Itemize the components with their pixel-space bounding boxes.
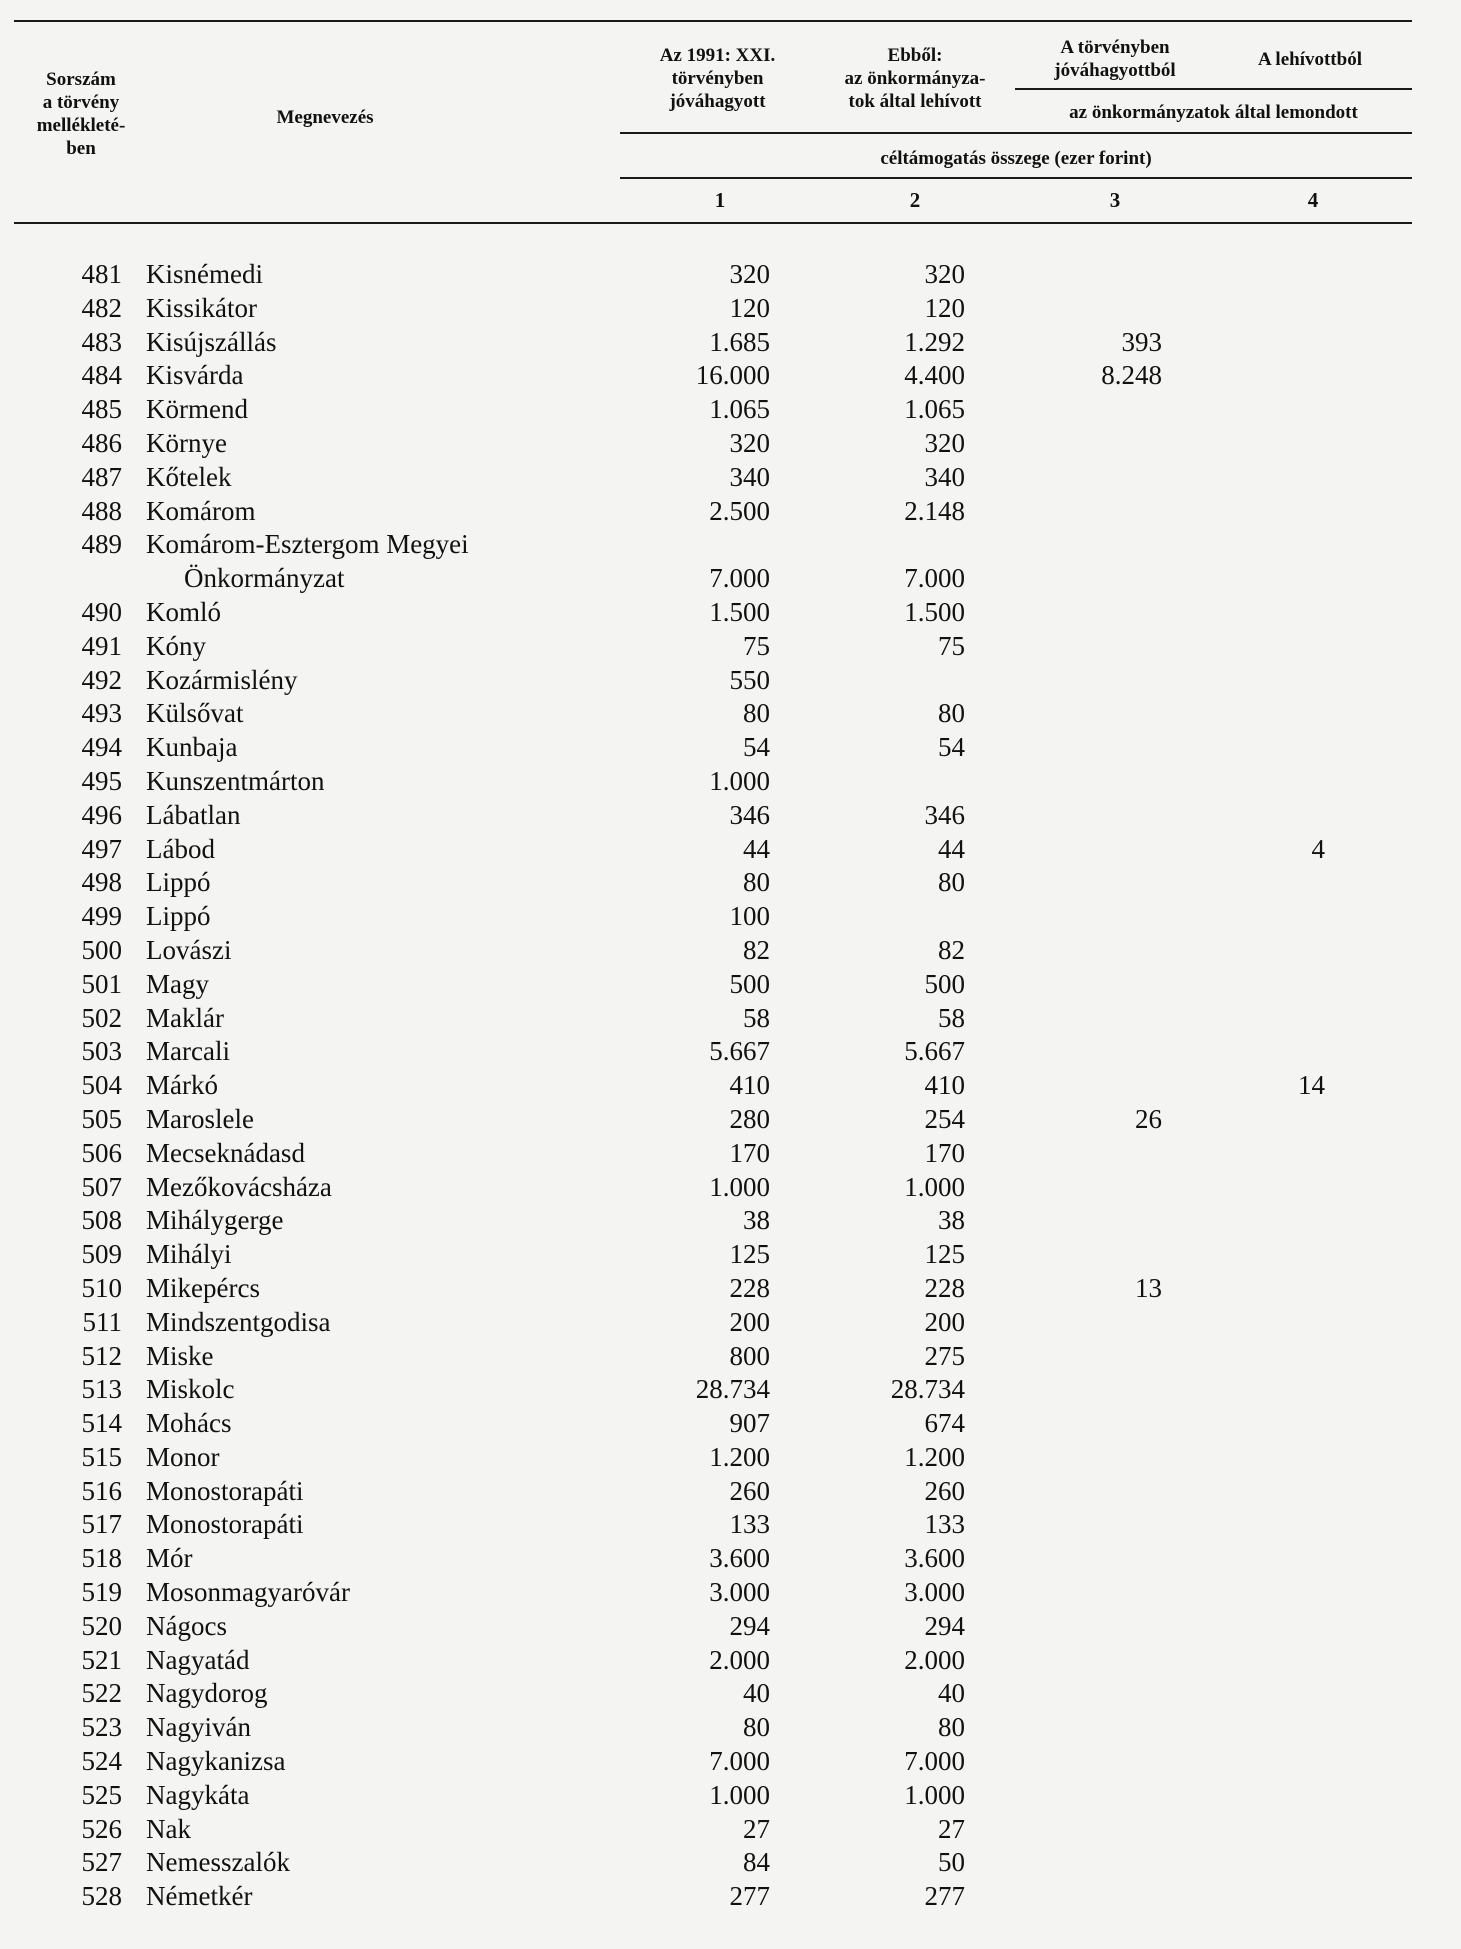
value-approved: 907 [729, 1408, 770, 1439]
table-row [0, 1306, 1461, 1340]
row-number: 520 [81, 1610, 122, 1641]
row-number: 501 [81, 968, 122, 999]
row-name: Maklár [146, 1002, 224, 1033]
value-waived-approved: 393 [1121, 326, 1162, 357]
value-approved: 40 [743, 1678, 770, 1709]
row-number: 525 [81, 1779, 122, 1810]
value-approved: 320 [729, 427, 770, 458]
table-row [0, 359, 1461, 393]
row-name: Miske [146, 1340, 214, 1371]
row-number: 490 [81, 596, 122, 627]
table-row [0, 1441, 1461, 1475]
row-name: Mihálygerge [146, 1205, 284, 1236]
value-approved: 500 [729, 968, 770, 999]
value-approved: 125 [729, 1239, 770, 1270]
row-number: 523 [81, 1712, 122, 1743]
value-drawn: 54 [938, 732, 965, 763]
table-row [0, 427, 1461, 461]
table-row [0, 1711, 1461, 1745]
row-number: 513 [81, 1374, 122, 1405]
row-name: Lábod [146, 833, 215, 864]
row-number: 488 [81, 495, 122, 526]
row-number: 492 [81, 664, 122, 695]
table-row [0, 258, 1461, 292]
value-drawn: 4.400 [904, 360, 965, 391]
value-drawn: 80 [938, 867, 965, 898]
value-approved: 228 [729, 1272, 770, 1303]
table-row [0, 1204, 1461, 1238]
row-number: 486 [81, 427, 122, 458]
value-approved: 7.000 [709, 563, 770, 594]
value-approved: 54 [743, 732, 770, 763]
value-approved: 410 [729, 1070, 770, 1101]
row-number: 498 [81, 867, 122, 898]
row-name: Nagykáta [146, 1779, 250, 1810]
row-number: 505 [81, 1103, 122, 1134]
row-name: Monor [146, 1441, 220, 1472]
value-approved: 38 [743, 1205, 770, 1236]
value-drawn: 58 [938, 1002, 965, 1033]
header-col-1: Az 1991: XXI. törvényben jóváhagyott [659, 45, 776, 112]
table-row [0, 866, 1461, 900]
row-name: Maroslele [146, 1103, 254, 1134]
row-name: Monostorapáti [146, 1475, 304, 1506]
table-row [0, 697, 1461, 731]
row-name: Komló [146, 596, 222, 627]
value-drawn: 294 [924, 1610, 965, 1641]
row-number: 511 [82, 1306, 122, 1337]
table-row [0, 1002, 1461, 1036]
row-name: Nemesszalók [146, 1847, 290, 1878]
table-row [0, 1103, 1461, 1137]
value-waived-approved: 8.248 [1101, 360, 1162, 391]
row-number: 509 [81, 1239, 122, 1270]
value-approved: 28.734 [695, 1374, 770, 1405]
row-name: Mór [146, 1543, 193, 1574]
row-number: 497 [81, 833, 122, 864]
row-name-continued: Önkormányzat [184, 563, 345, 594]
row-name: Kisnémedi [146, 259, 263, 289]
row-number: 484 [81, 360, 122, 391]
table-row [0, 1745, 1461, 1779]
value-approved: 340 [729, 461, 770, 492]
row-number: 508 [81, 1205, 122, 1236]
value-waived-drawn: 4 [1311, 833, 1325, 864]
table-row [0, 934, 1461, 968]
value-drawn: 5.667 [904, 1036, 965, 1067]
row-name: Lovászi [146, 934, 232, 965]
value-drawn: 27 [938, 1813, 965, 1844]
row-number: 493 [81, 698, 122, 729]
table-row [0, 900, 1461, 934]
value-drawn: 1.500 [904, 596, 965, 627]
value-approved: 346 [729, 799, 770, 830]
row-name: Nagyiván [146, 1712, 251, 1743]
row-name: Kunszentmárton [146, 765, 325, 796]
header-megnevezes: Megnevezés [276, 107, 374, 128]
value-drawn: 75 [938, 630, 965, 661]
value-drawn: 260 [924, 1475, 965, 1506]
table-row [0, 630, 1461, 664]
row-name: Nagyatád [146, 1644, 250, 1675]
row-name: Mosonmagyaróvár [146, 1577, 350, 1608]
value-drawn: 7.000 [904, 563, 965, 594]
row-name: Kóny [146, 630, 206, 661]
row-name: Körmend [146, 394, 248, 425]
value-drawn: 254 [924, 1103, 965, 1134]
table-row [0, 1542, 1461, 1576]
value-approved: 800 [729, 1340, 770, 1371]
value-approved: 277 [729, 1881, 770, 1912]
row-name: Kunbaja [146, 732, 238, 763]
value-approved: 82 [743, 934, 770, 965]
value-approved: 1.500 [709, 596, 770, 627]
header-rule-unit [620, 177, 1412, 179]
row-number: 517 [81, 1509, 122, 1540]
row-number: 483 [81, 326, 122, 357]
value-drawn: 38 [938, 1205, 965, 1236]
value-drawn: 3.600 [904, 1543, 965, 1574]
value-drawn: 133 [924, 1509, 965, 1540]
value-approved: 80 [743, 867, 770, 898]
column-number-4: 4 [1307, 188, 1319, 212]
value-approved: 3.600 [709, 1543, 770, 1574]
row-number: 507 [81, 1171, 122, 1202]
header-col-3: A törvényben jóváhagyottból [1054, 37, 1176, 81]
value-waived-drawn: 14 [1298, 1070, 1325, 1101]
column-number-2: 2 [909, 188, 921, 212]
row-number: 496 [81, 799, 122, 830]
table-row [0, 731, 1461, 765]
value-approved: 120 [729, 292, 770, 323]
row-number: 481 [81, 259, 122, 289]
table-row [0, 393, 1461, 427]
table-row [0, 1238, 1461, 1272]
value-drawn: 410 [924, 1070, 965, 1101]
row-number: 495 [81, 765, 122, 796]
table-row [0, 1610, 1461, 1644]
table-row [0, 765, 1461, 799]
table-row [0, 1475, 1461, 1509]
column-number-1: 1 [714, 188, 726, 212]
row-name: Magy [146, 968, 209, 999]
value-drawn: 277 [924, 1881, 965, 1912]
header-col-4: A lehívottból [1258, 49, 1362, 70]
value-approved: 80 [743, 698, 770, 729]
value-drawn: 275 [924, 1340, 965, 1371]
row-number: 506 [81, 1137, 122, 1168]
header-col-34-sub: az önkormányzatok által lemondott [1069, 102, 1358, 123]
table-row [0, 596, 1461, 630]
row-name: Mecseknádasd [146, 1137, 305, 1168]
row-name: Mezőkovácsháza [146, 1171, 332, 1202]
row-name: Kozármislény [146, 664, 298, 695]
value-drawn: 50 [938, 1847, 965, 1878]
value-drawn: 1.292 [904, 326, 965, 357]
row-name: Marcali [146, 1036, 230, 1067]
value-approved: 2.000 [709, 1644, 770, 1675]
table-header-bottom-rule [14, 222, 1412, 224]
value-approved: 170 [729, 1137, 770, 1168]
value-drawn: 320 [924, 427, 965, 458]
value-approved: 27 [743, 1813, 770, 1844]
row-name: Komárom-Esztergom Megyei [146, 529, 469, 560]
value-approved: 7.000 [709, 1746, 770, 1777]
value-approved: 5.667 [709, 1036, 770, 1067]
header-col-2: Ebből: az önkormányza- tok által lehívott [844, 45, 986, 112]
table-row [0, 1407, 1461, 1441]
row-name: Mihályi [146, 1239, 232, 1270]
row-name: Márkó [146, 1070, 218, 1101]
row-number: 489 [81, 529, 122, 560]
header-sorszam: Sorszám a törvény mellékleté- ben [36, 69, 126, 159]
row-number: 518 [81, 1543, 122, 1574]
table-row [0, 1677, 1461, 1711]
row-number: 510 [81, 1272, 122, 1303]
value-approved: 133 [729, 1509, 770, 1540]
value-drawn: 40 [938, 1678, 965, 1709]
table-row [0, 799, 1461, 833]
row-name: Nagykanizsa [146, 1746, 286, 1777]
value-drawn: 1.000 [904, 1171, 965, 1202]
value-drawn: 674 [924, 1408, 965, 1439]
value-drawn: 80 [938, 1712, 965, 1743]
row-number: 526 [81, 1813, 122, 1844]
value-drawn: 228 [924, 1272, 965, 1303]
row-name: Lippó [146, 901, 211, 932]
row-name: Környe [146, 427, 227, 458]
value-waived-approved: 13 [1135, 1272, 1162, 1303]
value-approved: 1.685 [709, 326, 770, 357]
row-number: 482 [81, 292, 122, 323]
value-approved: 58 [743, 1002, 770, 1033]
table-row [0, 292, 1461, 326]
table-body [0, 258, 1461, 1914]
table-row [0, 833, 1461, 867]
row-number: 502 [81, 1002, 122, 1033]
value-drawn: 80 [938, 698, 965, 729]
row-name: Komárom [146, 495, 256, 526]
row-name: Kissikátor [146, 292, 257, 323]
row-name: Kisvárda [146, 360, 244, 391]
row-number: 527 [81, 1847, 122, 1878]
row-name: Mikepércs [146, 1272, 260, 1303]
table-row [0, 1171, 1461, 1205]
value-drawn: 82 [938, 934, 965, 965]
table-row [0, 1340, 1461, 1374]
value-approved: 2.500 [709, 495, 770, 526]
row-number: 500 [81, 934, 122, 965]
row-number: 516 [81, 1475, 122, 1506]
row-number: 487 [81, 461, 122, 492]
table-row [0, 326, 1461, 360]
value-approved: 1.000 [709, 1171, 770, 1202]
table-row [0, 495, 1461, 529]
row-name: Mindszentgodisa [146, 1306, 331, 1337]
header-rule-cols-1-4 [620, 132, 1412, 134]
row-name: Németkér [146, 1881, 253, 1912]
header-rule-cols-34 [1015, 88, 1412, 90]
row-number: 514 [81, 1408, 122, 1439]
row-name: Nagydorog [146, 1678, 268, 1709]
column-number-3: 3 [1109, 188, 1121, 212]
table-row [0, 1373, 1461, 1407]
table-row [0, 1644, 1461, 1678]
table-top-rule [14, 20, 1412, 22]
value-approved: 3.000 [709, 1577, 770, 1608]
table-row [0, 1508, 1461, 1542]
value-drawn: 7.000 [904, 1746, 965, 1777]
value-drawn: 1.000 [904, 1779, 965, 1810]
row-name: Lábatlan [146, 799, 241, 830]
value-approved: 320 [729, 259, 770, 289]
value-approved: 1.000 [709, 765, 770, 796]
value-approved: 75 [743, 630, 770, 661]
value-drawn: 1.200 [904, 1441, 965, 1472]
row-number: 512 [81, 1340, 122, 1371]
row-number: 521 [81, 1644, 122, 1675]
value-waived-approved: 26 [1135, 1103, 1162, 1134]
row-number: 485 [81, 394, 122, 425]
value-approved: 550 [729, 664, 770, 695]
table-row [0, 461, 1461, 495]
table-row [0, 1035, 1461, 1069]
value-approved: 84 [743, 1847, 770, 1878]
row-number: 522 [81, 1678, 122, 1709]
value-drawn: 3.000 [904, 1577, 965, 1608]
row-number: 528 [81, 1881, 122, 1912]
value-drawn: 28.734 [890, 1374, 965, 1405]
row-number: 519 [81, 1577, 122, 1608]
table-row [0, 528, 1461, 596]
table-row [0, 664, 1461, 698]
value-drawn: 44 [938, 833, 965, 864]
value-approved: 1.000 [709, 1779, 770, 1810]
row-name: Miskolc [146, 1374, 235, 1405]
row-number: 515 [81, 1441, 122, 1472]
value-drawn: 2.148 [904, 495, 965, 526]
row-name: Nágocs [146, 1610, 227, 1641]
row-name: Kőtelek [146, 461, 232, 492]
row-name: Nak [146, 1813, 191, 1844]
row-number: 494 [81, 732, 122, 763]
row-name: Kisújszállás [146, 326, 277, 357]
row-number: 499 [81, 901, 122, 932]
row-number: 491 [81, 630, 122, 661]
value-drawn: 320 [924, 259, 965, 289]
value-approved: 280 [729, 1103, 770, 1134]
table-row [0, 1779, 1461, 1813]
table-row [0, 1069, 1461, 1103]
value-approved: 260 [729, 1475, 770, 1506]
table-row [0, 1813, 1461, 1847]
value-drawn: 500 [924, 968, 965, 999]
table-row [0, 1880, 1461, 1914]
table-row [0, 968, 1461, 1002]
value-drawn: 346 [924, 799, 965, 830]
value-approved: 294 [729, 1610, 770, 1641]
value-drawn: 2.000 [904, 1644, 965, 1675]
value-approved: 1.065 [709, 394, 770, 425]
row-number: 504 [81, 1070, 122, 1101]
table-row [0, 1846, 1461, 1880]
table-row [0, 1272, 1461, 1306]
value-approved: 80 [743, 1712, 770, 1743]
value-approved: 16.000 [695, 360, 770, 391]
value-drawn: 170 [924, 1137, 965, 1168]
value-drawn: 340 [924, 461, 965, 492]
value-drawn: 120 [924, 292, 965, 323]
row-number: 503 [81, 1036, 122, 1067]
value-drawn: 200 [924, 1306, 965, 1337]
table-row [0, 1137, 1461, 1171]
value-approved: 44 [743, 833, 770, 864]
value-drawn: 125 [924, 1239, 965, 1270]
row-name: Lippó [146, 867, 211, 898]
header-unit-row: céltámogatás összege (ezer forint) [880, 148, 1152, 169]
row-name: Monostorapáti [146, 1509, 304, 1540]
row-number: 524 [81, 1746, 122, 1777]
value-approved: 200 [729, 1306, 770, 1337]
row-name: Külsővat [146, 698, 244, 729]
table-row [0, 1576, 1461, 1610]
value-approved: 1.200 [709, 1441, 770, 1472]
value-approved: 100 [729, 901, 770, 932]
value-drawn: 1.065 [904, 394, 965, 425]
row-name: Mohács [146, 1408, 232, 1439]
